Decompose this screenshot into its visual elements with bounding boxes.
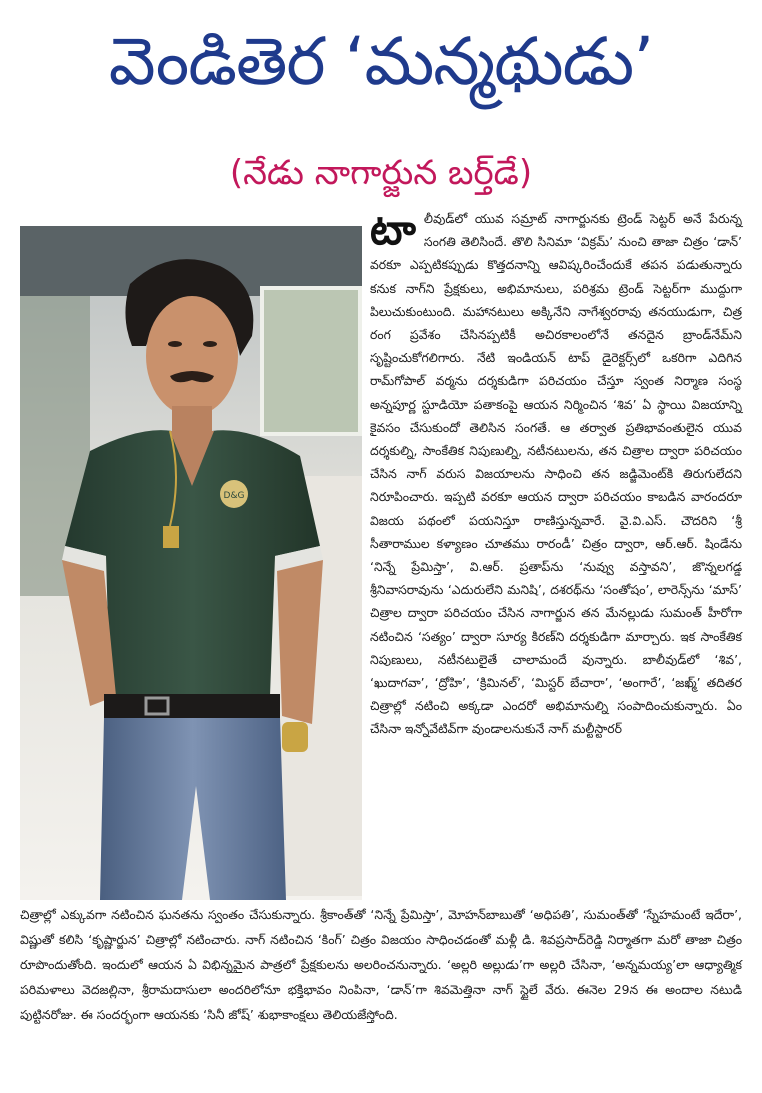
article-column-text: లీవుడ్‌లో యువ సమ్రాట్ నాగార్జునకు ట్రెండ్ సెట్టర్ అనే పేరున్న సంగతి తెలిసిందే. తొలి సినిమా ‘విక్రమ్’ నుంచి తాజా చిత్రం ‘డాన్’ వరకూ ఎప్పటికప్పుడు కొత్తదనాన్ని ఆవిష్కరించేందుకే తపన పడుతున్నారు కనుక నాగ్‌ని ప్రేక్షకులు, అభిమానులు, పరిశ్రమ ట్రెండ్ సెట్టర్‌గా ముద్దుగా పిలుచుకుంటుంది. మహానటులు అక్కినేని నాగేశ్వరరావు తనయుడుగా, చిత్ర రంగ ప్రవేశం చేసినప్పటికీ అచిరకాలంలోనే తనదైన బ్రాండ్‌నేమ్‌ని సృష్టించుకోగలిగారు. నేటి ఇండియన్ టాప్ డైరెక్టర్స్‌లో ఒకరిగా ఎదిగిన రామ్‌గోపాల్ వర్మను దర్శకుడిగా పరిచయం చేస్తూ స్వంత నిర్మాణ సంస్థ అన్నపూర్ణ స్టూడియో పతాకంపై ఆయన నిర్మించిన ‘శివ’ ఏ స్థాయి విజయాన్ని కైవసం చేసుకుందో తెలిసిన సంగతే. ఆ తర్వాత ప్రతిభావంతులైన యువ దర్శకుల్ని, సాంకేతిక నిపుణుల్ని, నటీనటులను, తన చిత్రాల ద్వారా పరిచయం చేసిన నాగ్ వరుస విజయాలను సాధించి తన జడ్జిమెంట్‌కి తిరుగులేదని నిరూపించారు. ఇప్పటి వరకూ ఆయన ద్వారా పరిచయం కాబడిన వారందరూ విజయ పథంలో పయనిస్తూ రాణిస్తున్నవారే. వై.వి.ఎస్. చౌదరిని ‘శ్రీ సీతారాముల కళ్యాణం చూతము రారండీ’ చిత్రం ద్వారా, ఆర్.ఆర్. షిండేను ‘నిన్నే ప్రేమిస్తా’, వి.ఆర్. ప్రతాప్‌ను ‘నువ్వు వస్తావని’, జొన్నలగడ్డ శ్రీనివాసరావును ‘ఎదురులేని మనిషి’, దశరథ్‌ను ‘సంతోషం’, లారెన్స్‌ను ‘మాస్’ చిత్రాల ద్వారా పరిచయం చేసిన నాగార్జున తన మేనల్లుడు సుమంత్ హీరోగా నటించిన ‘సత్యం’ ద్వారా సూర్య కిరణ్‌ని దర్శకుడిగా మార్చారు. ఇక సాంకేతిక నిపుణులు, నటీనటులైతే చాలామందే వున్నారు. బాలీవుడ్‌లో ‘శివ’, ‘ఖుదాగవా’, ‘ద్రోహి’, ‘క్రిమినల్’, ‘మిస్టర్ బేచారా’, ‘అంగారే’, ‘జఖ్మ్’ తదితర చిత్రాల్లో నటించి అక్కడా ఎందరో అభిమానుల్ని సంపాదించుకున్నారు. ఏం చేసినా ఇన్నోవేటివ్‌గా వుండాలనుకునే నాగ్ మల్టీస్టారర్ [370,211,742,737]
article-continuation [20,902,742,1027]
article-full-width-text: చిత్రాల్లో ఎక్కువగా నటించిన ఘనతను స్వంతం చేసుకున్నారు. శ్రీకాంత్‌తో ‘నిన్నే ప్రేమిస్తా’, మోహన్‌బాబుతో ‘అధిపతి’, సుమంత్‌తో ‘స్నేహమంటే ఇదేరా’, విష్ణుతో కలిసి ‘కృష్ణార్జున’ చిత్రాల్లో నటించారు. నాగ్ నటించిన ‘కింగ్’ చిత్రం విజయం సాధించడంతో మళ్లీ డి. శివప్రసాద్‌రెడ్డి నిర్మాతగా మరో తాజా చిత్రం రూపొందుతోంది. ఇందులో ఆయన ఏ విభిన్నమైన పాత్రలో ప్రేక్షకులను అలరించనున్నారు. ‘అల్లరి అల్లుడు’గా అల్లరి చేసినా, ‘అన్నమయ్య’లా ఆధ్యాత్మిక పరిమళాలు వెదజల్లినా, శ్రీరామదాసులా అందరిలోనూ భక్తిభావం నింపినా, ‘డాన్’గా శివమెత్తినా నాగ్ స్టైలే వేరు. ఈనెల 29న ఈ అందాల నటుడి పుట్టినరోజు. ఈ సందర్భంగా ఆయనకు ‘సినీ జోష్’ శుభాకాంక్షలు తెలియజేస్తోంది. [20,907,742,1022]
subheadline: (నేడు నాగార్జున బర్త్‌డే) [229,153,533,193]
article-column [370,207,742,741]
headline: వెండితెర ‘మన్మథుడు’ [108,23,654,100]
shirt-badge-text: D&G [223,491,245,501]
article-photo [20,226,362,900]
drop-cap: టా [370,205,416,254]
portrait-illustration [20,226,362,900]
